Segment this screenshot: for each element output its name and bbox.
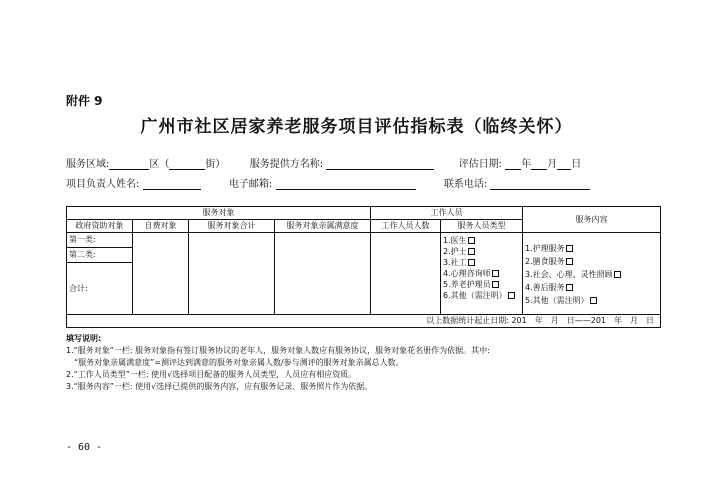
service-content-header: 服务内容 [523,207,661,233]
service-item[interactable]: 5.其他（需注明） [525,294,658,307]
stats-date-range: 以上数据统计起止日期: 201 年 月 日——201 年 月 日 [67,315,661,328]
service-area-label: 服务区域: [66,159,110,170]
staff-type-item[interactable]: 3.社工 [443,257,520,268]
month-blank[interactable] [531,158,547,170]
staff-type-item[interactable]: 1.医生 [443,235,520,246]
col-funding: 政府资助对象 [67,220,133,233]
provider-label: 服务提供方名称: [249,159,324,170]
checkbox-icon [492,270,499,277]
checkbox-icon [468,237,475,244]
checkbox-icon [590,297,597,304]
manager-blank[interactable] [143,178,201,190]
attachment-label: 附件 9 [66,94,103,108]
day-blank[interactable] [557,158,571,170]
col-staff-type: 服务人员类型 [441,220,523,233]
total-cell[interactable] [189,233,275,315]
note-1: 1.“服务对象”一栏: 服务对象指有签订服务协议的老年人，服务对象人数应有服务协议，服务对象花名册作为依据。其中: [66,346,490,355]
phone-blank[interactable] [490,178,590,190]
day-label: 日 [571,159,582,170]
checkbox-icon [566,284,573,291]
month-label: 月 [547,159,558,170]
col-staff-count: 工作人员人数 [371,220,441,233]
staff-type-item[interactable]: 4.心理咨询师 [443,268,520,279]
staff-type-item[interactable]: 6.其他（需注明） [443,290,520,301]
col-satisfaction: 服务对象亲属满意度 [275,220,371,233]
self-pay-cell[interactable] [133,233,189,315]
group-recipients-header: 服务对象 [67,207,371,220]
page-number: - 60 - [66,442,103,453]
staff-count-cell[interactable] [371,233,441,315]
street-label: 街） [205,159,226,170]
note-1b: “服务对象亲属满意度”=测评达到满意的服务对象亲属人数/参与测评的服务对象亲属总人数。 [74,358,404,367]
checkbox-icon [508,292,515,299]
year-blank[interactable] [505,158,521,170]
email-label: 电子邮箱: [228,179,273,190]
notes-heading: 填写说明: [66,334,102,343]
manager-label: 项目负责人姓名: [66,179,140,190]
eval-date-label: 评估日期: [458,159,503,170]
fill-instructions [66,333,666,393]
district-blank[interactable] [109,158,149,170]
checkbox-icon [468,248,475,255]
evaluation-table [66,206,661,328]
email-blank[interactable] [276,178,416,190]
service-item[interactable]: 3.社会、心理、灵性照顾 [525,268,658,281]
checkbox-icon [492,281,499,288]
year-label: 年 [521,159,532,170]
checkbox-icon [566,258,573,265]
page-title: 广州市社区居家养老服务项目评估指标表（临终关怀） [140,117,573,137]
provider-blank[interactable] [326,158,434,170]
info-row-2 [66,175,590,190]
service-item[interactable]: 1.护理服务 [525,242,658,255]
col-self-pay: 自费对象 [133,220,189,233]
phone-label: 联系电话: [443,179,488,190]
staff-type-item[interactable]: 2.护士 [443,246,520,257]
checkbox-icon [614,271,621,278]
col-total: 服务对象合计 [189,220,275,233]
checkbox-icon [566,245,573,252]
note-3: 3.“服务内容”一栏: 使用√选择已提供的服务内容，应有服务记录、服务照片作为依据。 [66,382,373,391]
row-type1[interactable]: 第一类: [67,233,133,248]
service-item[interactable]: 4.善后服务 [525,281,658,294]
row-total[interactable]: 合计: [67,263,133,315]
staff-type-item[interactable]: 5.养老护理员 [443,279,520,290]
staff-type-cell [441,233,523,315]
group-staff-header: 工作人员 [371,207,523,220]
note-2: 2.“工作人员类型”一栏: 使用√选择项目配备的服务人员类型，人员应有相应资质。 [66,370,357,379]
district-label: 区（ [149,159,170,170]
info-row-1 [66,155,581,170]
checkbox-icon [468,259,475,266]
street-blank[interactable] [169,158,205,170]
row-type2[interactable]: 第二类: [67,248,133,263]
satisfaction-cell[interactable] [275,233,371,315]
service-content-cell [523,233,661,315]
service-item[interactable]: 2.膳食服务 [525,255,658,268]
